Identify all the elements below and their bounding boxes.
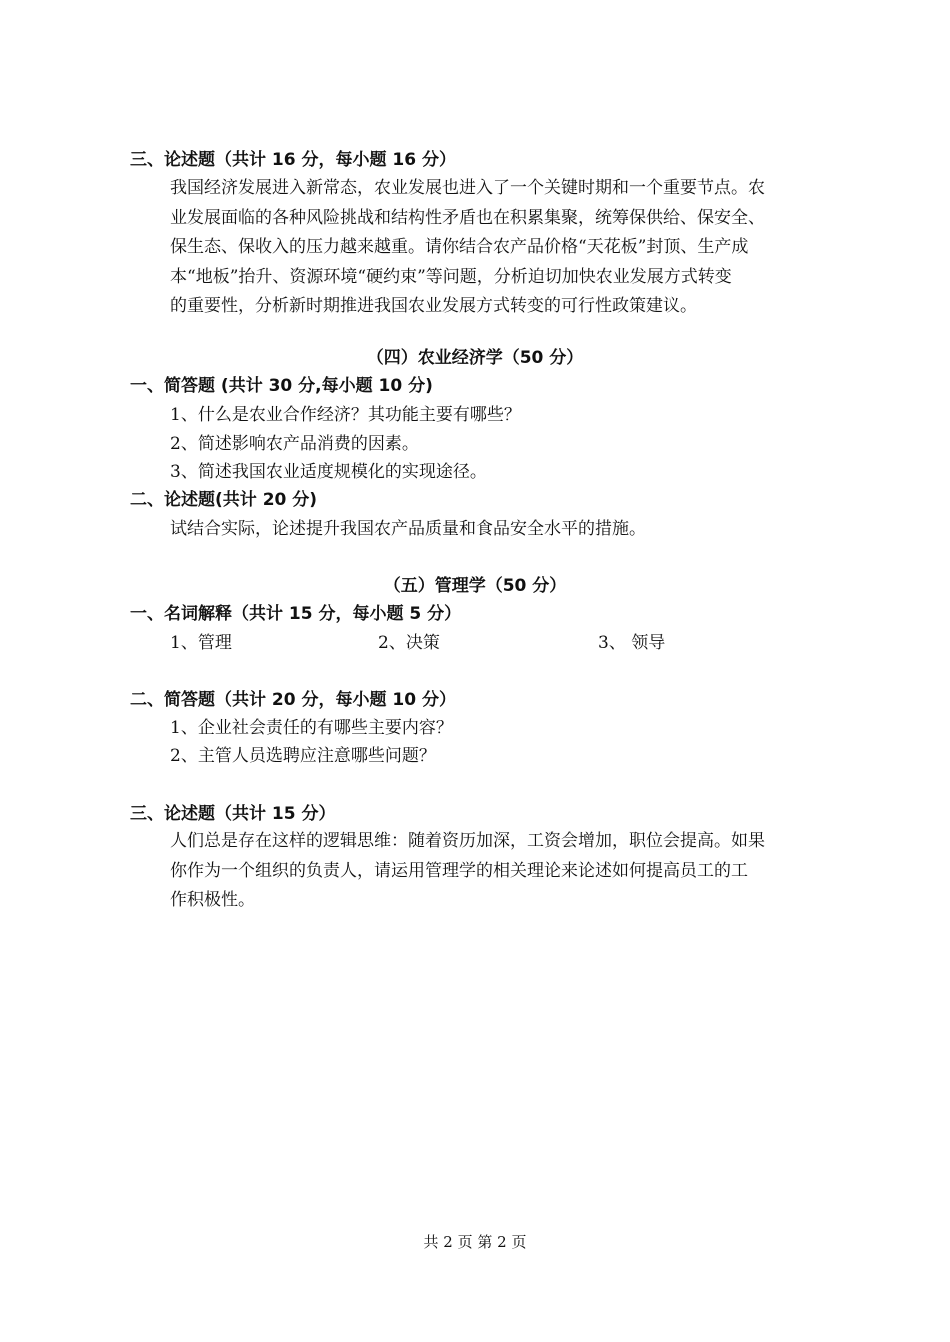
question-item: 3、简述我国农业适度规模化的实现途径。 xyxy=(170,462,487,482)
page-number-footer: 共 2 页 第 2 页 xyxy=(423,1233,527,1251)
essay-line: 的重要性，分析新时期推进我国农业发展方式转变的可行性政策建议。 xyxy=(170,296,697,316)
essay-line: 我国经济发展进入新常态，农业发展也进入了一个关键时期和一个重要节点。农 xyxy=(170,178,765,198)
term-item: 1、管理 xyxy=(170,633,232,653)
essay-line: 作积极性。 xyxy=(170,890,255,910)
question-item: 2、简述影响农产品消费的因素。 xyxy=(170,434,419,454)
essay-heading-section5: 三、论述题（共计 15 分） xyxy=(130,804,336,824)
essay-line: 保生态、保收入的压力越来越重。请你结合农产品价格“天花板”封顶、生产成 xyxy=(170,237,749,257)
essay-question-part3 xyxy=(170,174,825,322)
essay-line: 你作为一个组织的负责人，请运用管理学的相关理论来论述如何提高员工的工 xyxy=(170,860,748,881)
section-title-management: （五）管理学（50 分） xyxy=(383,576,567,596)
term-item: 2、决策 xyxy=(378,633,440,653)
short-answer-heading-section5: 二、简答题（共计 20 分，每小题 10 分） xyxy=(130,690,456,710)
essay-question-section5 xyxy=(170,827,825,916)
essay-line: 业发展面临的各种风险挑战和结构性矛盾也在积累集聚，统筹保供给、保安全、 xyxy=(170,207,765,228)
section-title-agricultural-economics: （四）农业经济学（50 分） xyxy=(366,348,584,368)
essay-line: 本“地板”抬升、资源环境“硬约束”等问题，分析迫切加快农业发展方式转变 xyxy=(170,266,732,287)
terms-heading-section5: 一、名词解释（共计 15 分，每小题 5 分） xyxy=(130,604,462,624)
question-item: 2、主管人员选聘应注意哪些问题？ xyxy=(170,746,436,766)
short-answer-heading-section4: 一、简答题 (共计 30 分,每小题 10 分) xyxy=(130,376,433,396)
essay-line: 人们总是存在这样的逻辑思维：随着资历加深，工资会增加，职位会提高。如果 xyxy=(170,831,765,851)
essay-heading-part3: 三、论述题（共计 16 分，每小题 16 分） xyxy=(130,150,456,170)
essay-question-section4: 试结合实际，论述提升我国农产品质量和食品安全水平的措施。 xyxy=(170,519,646,539)
term-item: 3、 领导 xyxy=(598,633,666,653)
question-item: 1、企业社会责任的有哪些主要内容？ xyxy=(170,718,453,738)
question-item: 1、什么是农业合作经济？其功能主要有哪些？ xyxy=(170,405,521,425)
essay-heading-section4: 二、论述题(共计 20 分) xyxy=(130,490,318,510)
